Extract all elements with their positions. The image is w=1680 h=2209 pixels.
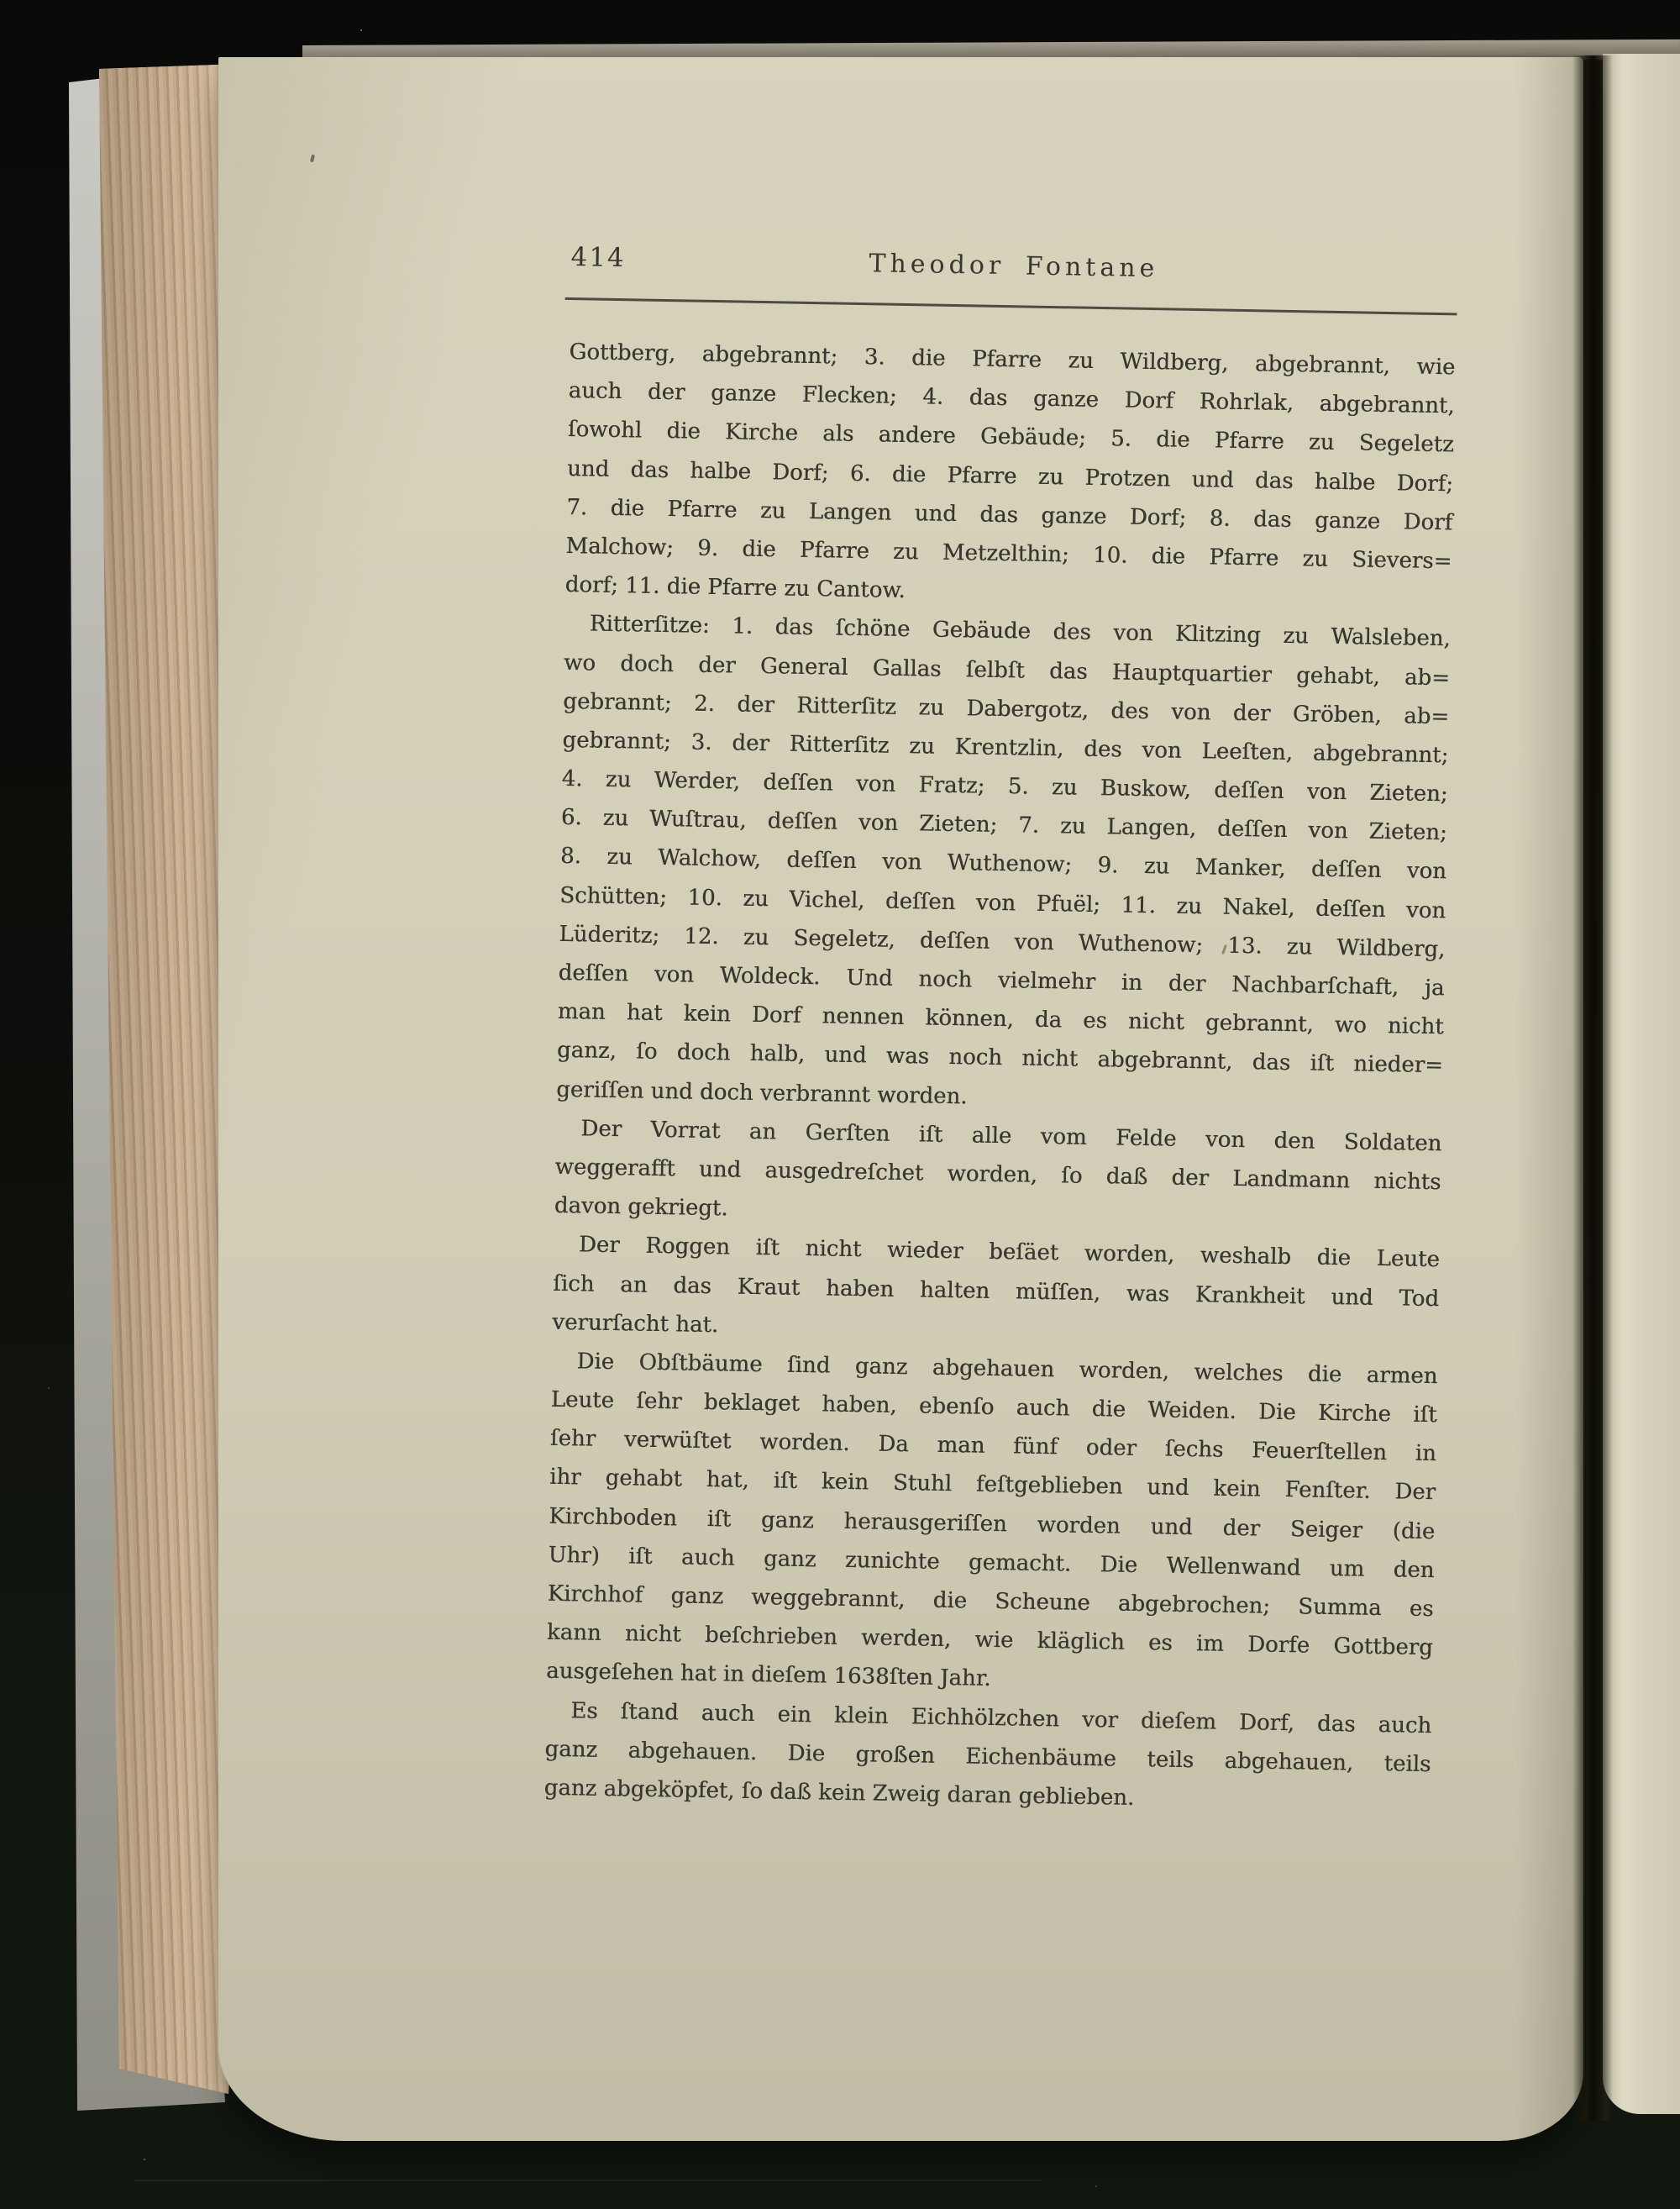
text-line: 4. zu Werder, deſſen von Fratz; 5. zu Buskow, deſſen von Zieten; [561, 765, 1448, 807]
text-line: 6. zu Wuſtrau, deſſen von Zieten; 7. zu Langen, deſſen von Zieten; [560, 805, 1448, 846]
page-header [570, 235, 1457, 301]
text-line: auch der ganze Flecken; 4. das ganze Dorf Rohrlak, abgebrannt, [568, 378, 1455, 419]
header-rule [565, 297, 1457, 316]
text-line: Leute ſehr beklaget haben, ebenſo auch die Weiden. Die Kirche iſt [550, 1386, 1437, 1428]
text-line: wo doch der General Gallas ſelbſt das Hauptquartier gehabt, ab= [563, 650, 1451, 691]
text-line: verurſacht hat. [552, 1309, 719, 1338]
text-line: weggerafft und ausgedreſchet worden, ſo daß der Landmann nichts [554, 1154, 1441, 1196]
text-line: Ritterſitze: 1. das ſchöne Gebäude des von Klitzing zu Walsleben, [589, 611, 1452, 652]
page-number: 414 [570, 241, 627, 274]
text-line: 7. die Pfarre zu Langen und das ganze Dorf; 8. das ganze Dorf [566, 494, 1453, 536]
text-line: Der Vorrat an Gerſten iſt alle vom Felde von den Soldaten [580, 1116, 1442, 1156]
text-line: ganz abgeköpfet, ſo daß kein Zweig daran geblieben. [543, 1775, 1135, 1811]
text-line: Schütten; 10. zu Vichel, deſſen von Pfuël; 11. zu Nakel, deſſen von [559, 882, 1446, 923]
text-line: Malchow; 9. die Pfarre zu Metzelthin; 10. die Pfarre zu Sievers= [565, 533, 1452, 575]
text-line: Es ſtand auch ein klein Eichhölzchen vor dieſem Dorf, das auch [570, 1697, 1432, 1738]
text-line: man hat kein Dorf nennen können, da es nicht gebrannt, wo nicht [557, 999, 1444, 1040]
page-gap-shadow [1572, 55, 1613, 2121]
page-text [543, 339, 1455, 1829]
text-line: und das halbe Dorf; 6. die Pfarre zu Protzen und das halbe Dorf; [566, 455, 1454, 497]
text-line: Lüderitz; 12. zu Segeletz, deſſen von Wuthenow; 13. zu Wildberg, [559, 921, 1446, 963]
text-line: ihr gehabt hat, iſt kein Stuhl feſtgeblieben und kein Fenſter. Der [549, 1465, 1436, 1506]
text-line: ausgeſehen hat in dieſem 1638ſten Jahr. [545, 1659, 991, 1692]
text-line: Der Roggen iſt nicht wieder beſäet worden, weshalb die Leute [578, 1232, 1441, 1273]
text-line: Gottberg, abgebrannt; 3. die Pfarre zu Wildberg, abgebrannt, wie [569, 339, 1456, 381]
text-line: dorf; 11. die Pfarre zu Cantow. [564, 572, 906, 604]
text-line: geriſſen und doch verbrannt worden. [555, 1076, 968, 1109]
text-line: ſehr verwüſtet worden. Da man fünf oder ſechs Feuerſtellen in [549, 1426, 1437, 1467]
text-line: ſich an das Kraut haben halten müſſen, was Krankheit und Tod [552, 1270, 1440, 1312]
text-line: ganz abgehauen. Die großen Eichenbäume teils abgehauen, teils [544, 1736, 1431, 1777]
text-line: Die Obſtbäume ſind ganz abgehauen worden, welches die armen [576, 1349, 1438, 1390]
text-line: Kirchhof ganz weggebrannt, die Scheune abgebrochen; Summa es [547, 1580, 1434, 1623]
adjacent-page-edge [1603, 54, 1680, 2114]
running-header: Theodor Fontane [869, 249, 1159, 284]
book-page [218, 57, 1583, 2141]
text-line: 8. zu Walchow, deſſen von Wuthenow; 9. zu Manker, deſſen von [559, 844, 1447, 885]
text-line: kann nicht beſchrieben werden, wie kläglich es im Dorfe Gottberg [546, 1619, 1434, 1661]
text-line: Uhr) iſt auch ganz zunichte gemacht. Die Wellenwand um den [548, 1542, 1435, 1583]
text-line: ſowohl die Kirche als andere Gebäude; 5. die Pfarre zu Segeletz [567, 417, 1455, 458]
text-line: deſſen von Woldeck. Und noch vielmehr in der Nachbarſchaft, ja [558, 960, 1445, 1002]
ink-speck [310, 155, 315, 163]
text-line: gebrannt; 3. der Ritterſitz zu Krentzlin, des von Leeſten, abgebrannt; [562, 727, 1449, 769]
background-table-line [134, 2180, 1042, 2181]
text-column [542, 235, 1457, 1931]
text-line: ganz, ſo doch halb, und was noch nicht abgebrannt, das iſt nieder= [556, 1038, 1444, 1079]
text-line: Kirchboden iſt ganz herausgeriſſen worden und der Seiger (die [549, 1503, 1436, 1544]
text-line: gebrannt; 2. der Ritterſitz zu Dabergotz, des von der Gröben, ab= [563, 688, 1450, 730]
text-line: davon gekriegt. [554, 1192, 728, 1222]
